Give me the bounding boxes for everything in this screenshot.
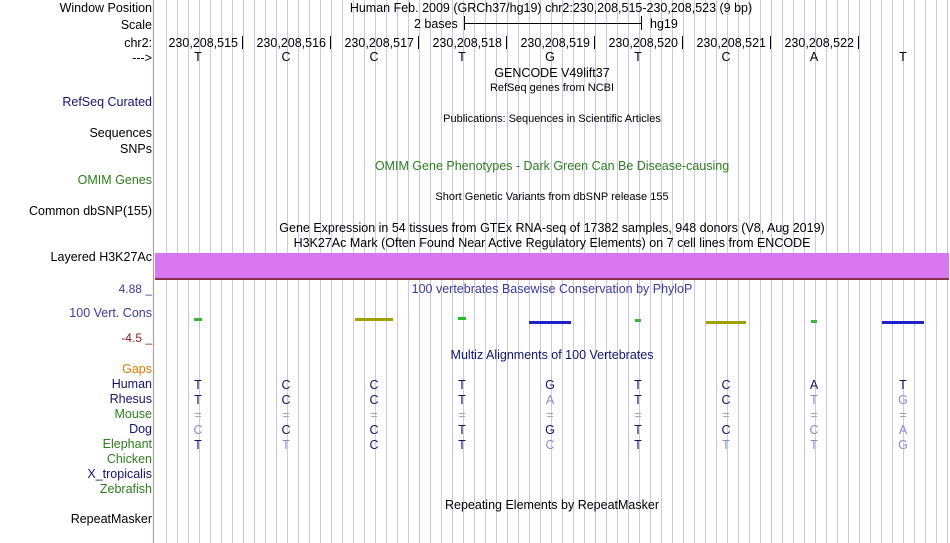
ruler-position-label: 230,208,516 <box>256 36 326 50</box>
alignment-base: G <box>545 423 555 437</box>
chrom-label: chr2: <box>124 36 152 50</box>
ruler-tick <box>858 36 859 49</box>
species-label-gaps[interactable]: Gaps <box>122 362 152 376</box>
alignment-base: = <box>546 408 554 422</box>
alignment-base: C <box>281 393 291 407</box>
species-label-rhesus[interactable]: Rhesus <box>109 392 152 406</box>
cons-min-label: -4.5 _ <box>121 331 152 345</box>
scale-text: 2 bases <box>414 17 458 31</box>
alignment-base: T <box>899 378 907 392</box>
ruler-tick <box>594 36 595 49</box>
omim-track-title[interactable]: OMIM Gene Phenotypes - Dark Green Can Be Disease-causing <box>374 159 730 173</box>
alignment-base: C <box>721 393 731 407</box>
reference-base: G <box>545 50 555 64</box>
alignment-base: C <box>193 423 203 437</box>
alignment-base: T <box>634 378 642 392</box>
conservation-mark <box>706 321 746 324</box>
alignment-base: = <box>370 408 378 422</box>
ruler-position-label: 230,208,522 <box>784 36 854 50</box>
ruler-tick <box>330 36 331 49</box>
snps-track-label[interactable]: SNPs <box>120 142 152 156</box>
alignment-base: T <box>458 393 466 407</box>
conservation-mark <box>194 318 202 321</box>
window-position-text: Human Feb. 2009 (GRCh37/hg19) chr2:230,208,515-230,208,523 (9 bp) <box>349 1 753 15</box>
alignment-base: C <box>369 393 379 407</box>
cons-max-label: 4.88 _ <box>118 282 152 296</box>
repeatmasker-track-label[interactable]: RepeatMasker <box>70 512 152 526</box>
conservation-mark <box>458 317 466 320</box>
alignment-base: G <box>898 393 908 407</box>
alignment-base: T <box>458 423 466 437</box>
alignment-base: = <box>634 408 642 422</box>
dbsnp-track-title[interactable]: Short Genetic Variants from dbSNP release 155 <box>435 191 669 203</box>
alignment-base: T <box>194 393 202 407</box>
species-label-elephant[interactable]: Elephant <box>102 437 152 451</box>
reference-base: C <box>281 50 291 64</box>
species-label-chicken[interactable]: Chicken <box>106 452 152 466</box>
alignment-base: A <box>898 423 908 437</box>
alignment-base: C <box>369 378 379 392</box>
ruler-tick <box>242 36 243 49</box>
species-label-dog[interactable]: Dog <box>129 422 152 436</box>
alignment-base: T <box>194 438 202 452</box>
reference-base: T <box>899 50 907 64</box>
dbsnp-track-label[interactable]: Common dbSNP(155) <box>29 204 152 218</box>
alignment-base: = <box>722 408 730 422</box>
conservation-mark <box>882 321 924 324</box>
h3k27ac-signal-bar <box>155 253 949 278</box>
cons-track-label[interactable]: 100 Vert. Cons <box>69 306 152 320</box>
ruler-position-label: 230,208,518 <box>432 36 502 50</box>
conservation-mark <box>529 321 571 324</box>
alignment-base: = <box>899 408 907 422</box>
cons-track-title[interactable]: 100 vertebrates Basewise Conservation by PhyloP <box>411 282 693 296</box>
alignment-base: C <box>721 423 731 437</box>
ruler-position-label: 230,208,519 <box>520 36 590 50</box>
conservation-mark <box>635 319 641 322</box>
alignment-base: C <box>721 378 731 392</box>
h3k27ac-track-title[interactable]: H3K27Ac Mark (Often Found Near Active Regulatory Elements) on 7 cell lines from ENCODE <box>293 236 811 250</box>
multiz-track-title[interactable]: Multiz Alignments of 100 Vertebrates <box>450 348 654 362</box>
conservation-mark <box>355 318 393 321</box>
alignment-base: A <box>809 378 819 392</box>
alignment-base: T <box>634 423 642 437</box>
scale-bar-left-tick <box>464 16 465 30</box>
alignment-base: C <box>545 438 555 452</box>
alignment-base: = <box>282 408 290 422</box>
reference-base: A <box>809 50 819 64</box>
ruler-position-label: 230,208,520 <box>608 36 678 50</box>
repeatmasker-track-title[interactable]: Repeating Elements by RepeatMasker <box>444 498 660 512</box>
scale-bar-right-tick <box>641 16 642 30</box>
ruler-position-label: 230,208,517 <box>344 36 414 50</box>
alignment-base: C <box>281 378 291 392</box>
refseq-track-subtitle[interactable]: RefSeq genes from NCBI <box>489 82 615 94</box>
refseq-track-label[interactable]: RefSeq Curated <box>62 95 152 109</box>
omim-track-label[interactable]: OMIM Genes <box>77 173 152 187</box>
alignment-base: G <box>545 378 555 392</box>
ruler-position-label: 230,208,521 <box>696 36 766 50</box>
species-label-mouse[interactable]: Mouse <box>114 407 152 421</box>
ruler-position-label: 230,208,515 <box>168 36 238 50</box>
species-label-x_tropicalis[interactable]: X_tropicalis <box>87 467 152 481</box>
publications-track-title[interactable]: Publications: Sequences in Scientific Articles <box>443 113 661 125</box>
scale-label: Scale <box>120 18 152 32</box>
ruler-tick <box>682 36 683 49</box>
alignment-base: T <box>810 438 818 452</box>
alignment-base: T <box>282 438 290 452</box>
alignment-base: C <box>281 423 291 437</box>
alignment-base: C <box>809 423 819 437</box>
alignment-base: = <box>810 408 818 422</box>
h3k27ac-baseline <box>155 278 949 280</box>
ruler-tick <box>770 36 771 49</box>
alignment-base: G <box>898 438 908 452</box>
alignment-base: A <box>545 393 555 407</box>
gtex-track-title[interactable]: Gene Expression in 54 tissues from GTEx RNA-seq of 17382 samples, 948 donors (V8, Aug 2019) <box>279 221 825 235</box>
reference-base: T <box>458 50 466 64</box>
h3k27ac-track-label[interactable]: Layered H3K27Ac <box>50 250 152 264</box>
alignment-base: T <box>458 378 466 392</box>
alignment-base: C <box>369 423 379 437</box>
reference-base: T <box>634 50 642 64</box>
conservation-mark <box>811 320 817 323</box>
gencode-track-title[interactable]: GENCODE V49lift37 <box>494 66 610 80</box>
alignment-base: T <box>810 393 818 407</box>
alignment-base: = <box>194 408 202 422</box>
alignment-base: T <box>458 438 466 452</box>
alignment-base: T <box>194 378 202 392</box>
ruler-tick <box>506 36 507 49</box>
sequences-track-label[interactable]: Sequences <box>89 126 152 140</box>
reference-base: C <box>369 50 379 64</box>
scale-bar <box>464 23 642 24</box>
strand-label: ---> <box>132 51 152 65</box>
alignment-base: T <box>722 438 730 452</box>
alignment-base: = <box>458 408 466 422</box>
alignment-base: T <box>634 438 642 452</box>
label-separator <box>153 0 154 543</box>
window-position-label: Window Position <box>59 1 152 15</box>
assembly-label: hg19 <box>650 17 678 31</box>
species-label-zebrafish[interactable]: Zebrafish <box>99 482 152 496</box>
alignment-base: C <box>369 438 379 452</box>
alignment-base: T <box>634 393 642 407</box>
reference-base: T <box>194 50 202 64</box>
reference-base: C <box>721 50 731 64</box>
ruler-tick <box>418 36 419 49</box>
species-label-human[interactable]: Human <box>111 377 152 391</box>
